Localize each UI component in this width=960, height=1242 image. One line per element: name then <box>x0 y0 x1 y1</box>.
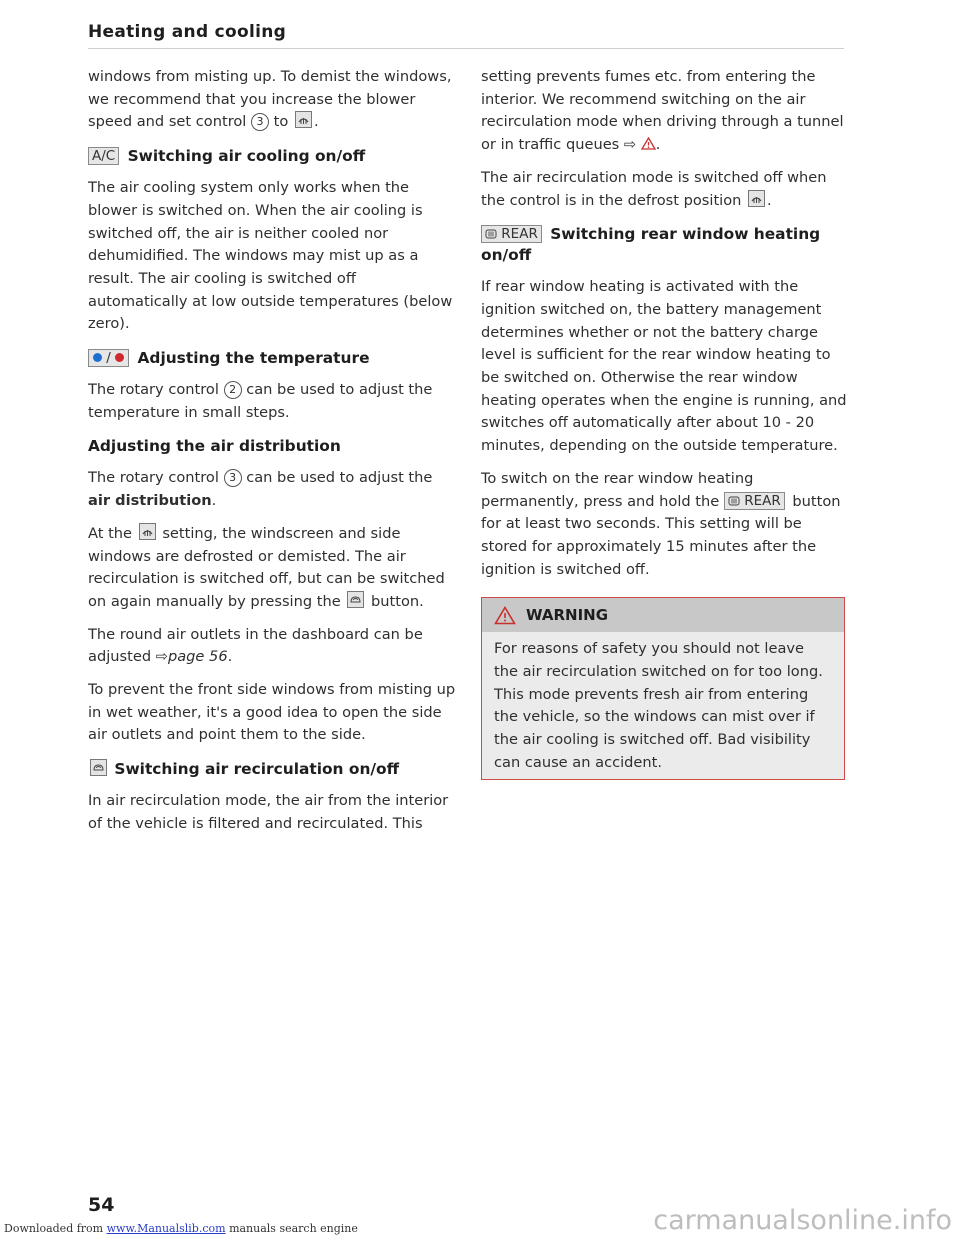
paragraph-side-windows: To prevent the front side windows from misting up in wet weather, it's a good idea to open the side air outlets and point them to the side. <box>88 681 456 744</box>
paragraph-rear-window-permanent: To switch on the rear window heating permanently, press and hold the REAR button for at least two seconds. This setting will be stored for approximately 15 minutes after the ignition is switched off. <box>481 469 841 578</box>
rear-window-heating-icon <box>485 229 497 239</box>
defrost-icon <box>295 111 312 128</box>
rear-window-heating-icon <box>728 496 740 506</box>
ac-key-label: A/C <box>88 147 119 165</box>
paragraph-ac: The air cooling system only works when the blower is switched on. When the air cooling is switched off, the air is neither cooled nor dehumidified. The windows may mist up as a result. The air cooling is switched off automatically at low outside temperatures (below zero). <box>88 179 453 333</box>
download-footer: Downloaded from www.Manualslib.com manuals search engine <box>4 1222 358 1235</box>
right-column <box>481 66 851 780</box>
page-header-title: Heating and cooling <box>88 22 287 42</box>
control-number-badge: 3 <box>251 113 269 131</box>
warm-dot-icon <box>115 353 124 362</box>
page-reference-link[interactable]: ⇨page 56 <box>155 648 228 666</box>
control-number-badge: 3 <box>224 469 242 487</box>
paragraph-recirculation: In air recirculation mode, the air from the interior of the vehicle is filtered and recirculated. This <box>88 792 449 832</box>
heading-temperature: / Adjusting the temperature <box>88 348 458 369</box>
warning-body <box>482 632 844 778</box>
paragraph-defrost-setting: At the setting, the windscreen and side windows are defrosted or demisted. The air recirculation is switched off, but can be switched on again manually by pressing the button. <box>88 524 445 610</box>
arrow-reference-icon: ⇨ <box>623 136 637 154</box>
warning-title: WARNING <box>526 606 609 625</box>
temperature-key: / <box>88 349 129 367</box>
page-number: 54 <box>88 1194 115 1216</box>
heading-rear-window: REAR Switching rear window heating on/off <box>481 225 821 265</box>
watermark-text: carmanualsonline.info <box>653 1205 952 1236</box>
paragraph-air-outlets: The round air outlets in the dashboard can be adjusted ⇨page 56. <box>88 625 423 666</box>
defrost-icon <box>139 523 156 540</box>
defrost-icon <box>748 190 765 207</box>
warning-triangle-icon <box>641 136 656 153</box>
warning-box <box>481 597 845 779</box>
recirculation-icon <box>347 591 364 608</box>
header-divider <box>88 48 844 49</box>
paragraph-temperature: The rotary control 2 can be used to adjust the temperature in small steps. <box>88 381 433 421</box>
heading-air-distribution: Adjusting the air distribution <box>88 437 341 456</box>
paragraph-rear-window: If rear window heating is activated with the ignition switched on, the battery management determines whether or not the battery charge level is sufficient for the rear window heating to be switched on. Otherwise the rear window heating operates when the engine is running, and switches off automatically after about 10 - 20 minutes, depending on the outside temperature. <box>481 278 847 455</box>
paragraph-fumes: setting prevents fumes etc. from entering the interior. We recommend switching on the air recirculation mode when driving through a tunnel or in traffic queues ⇨ . <box>481 68 844 154</box>
heading-ac: A/C Switching air cooling on/off <box>88 146 458 167</box>
control-number-badge: 2 <box>224 381 242 399</box>
warning-triangle-icon <box>494 606 516 625</box>
paragraph-air-distribution: The rotary control 3 can be used to adjust the air distribution. <box>88 469 433 510</box>
heading-recirculation: Switching air recirculation on/off <box>88 759 458 780</box>
warning-text: For reasons of safety you should not leave the air recirculation switched on for too long. This mode prevents fresh air from entering the vehicle, so the windows can mist over if the air cooling is switched off. Bad visibility can cause an accident. <box>494 640 823 771</box>
rear-key-label: REAR <box>724 492 785 510</box>
recirculation-icon <box>90 759 107 776</box>
rear-key-label: REAR <box>481 225 542 243</box>
cold-dot-icon <box>93 353 102 362</box>
paragraph-demist: windows from misting up. To demist the windows, we recommend that you increase the blower speed and set control 3 to . <box>88 68 452 131</box>
paragraph-recirculation-off: The air recirculation mode is switched off when the control is in the defrost position . <box>481 168 827 209</box>
left-column <box>88 66 458 846</box>
warning-header <box>482 598 844 632</box>
manualslib-link[interactable]: www.Manualslib.com <box>106 1222 226 1235</box>
